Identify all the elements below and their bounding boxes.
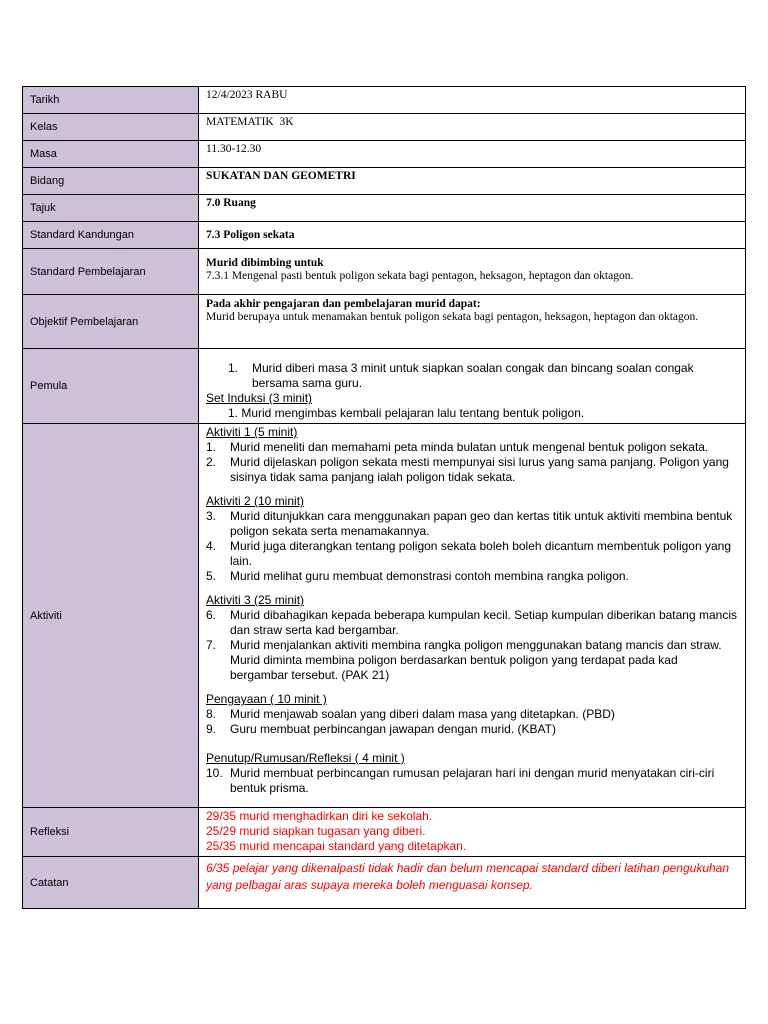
aktiviti-item-text: Murid membuat perbincangan rumusan pelajaran hari ini dengan murid menyatakan ciri-ciri bentuk prisma.: [230, 766, 715, 795]
section-gap: [206, 584, 738, 593]
value-standard-pembelajaran: [199, 249, 746, 295]
aktiviti-section-title: Aktiviti 2 (10 minit): [206, 494, 305, 508]
aktiviti-item-number: 8.: [206, 707, 217, 721]
aktiviti-item-number: 3.: [206, 509, 217, 523]
objektif-heading: Pada akhir pengajaran dan pembelajaran murid dapat:: [206, 298, 481, 310]
value-bidang: [199, 168, 746, 195]
aktiviti-section-title: Aktiviti 1 (5 minit): [206, 425, 298, 439]
tajuk-text: 7.0 Ruang: [206, 197, 256, 209]
label-standard-kandungan: Standard Kandungan: [23, 222, 199, 249]
label-masa: Masa: [23, 141, 199, 168]
label-aktiviti: Aktiviti: [23, 424, 199, 808]
aktiviti-item-number: 1.: [206, 440, 217, 454]
value-catatan: 6/35 pelajar yang dikenalpasti tidak hadir dan belum mencapai standard diberi latihan pengukuhan yang pelbagai aras supaya mereka boleh menguasai konsep.: [199, 857, 746, 909]
label-kelas: Kelas: [23, 114, 199, 141]
aktiviti-item: [206, 509, 738, 539]
label-objektif: Objektif Pembelajaran: [23, 295, 199, 349]
aktiviti-item: [206, 569, 738, 584]
value-masa: 11.30-12.30: [199, 141, 746, 168]
row-objektif: [23, 295, 746, 349]
row-catatan: [23, 857, 746, 909]
refleksi-line: 25/35 murid mencapai standard yang ditetapkan.: [206, 839, 467, 853]
aktiviti-item: [206, 539, 738, 569]
value-standard-kandungan: [199, 222, 746, 249]
aktiviti-item: [206, 440, 738, 455]
aktiviti-item: [206, 455, 738, 485]
section-gap: [206, 485, 738, 494]
label-standard-pembelajaran: Standard Pembelajaran: [23, 249, 199, 295]
aktiviti-item-text: Murid menjalankan aktiviti membina rangka poligon menggunakan batang mancis dan straw. Murid diminta membina poligon berdasarkan bentuk poligon yang terdapat pada kad bergambar tersebut. (PAK 21): [230, 638, 722, 682]
aktiviti-section-title: Pengayaan ( 10 minit ): [206, 692, 327, 706]
aktiviti-section-title: Aktiviti 3 (25 minit): [206, 593, 305, 607]
refleksi-line: 29/35 murid menghadirkan diri ke sekolah.: [206, 809, 433, 823]
aktiviti-item: [206, 638, 738, 683]
label-refleksi: Refleksi: [23, 808, 199, 857]
standard-pembelajaran-heading: Murid dibimbing untuk: [206, 257, 324, 269]
lesson-plan-table: [22, 86, 746, 909]
aktiviti-item: [206, 608, 738, 638]
value-objektif: [199, 295, 746, 349]
row-masa: [23, 141, 746, 168]
standard-kandungan-text: 7.3 Poligon sekata: [206, 228, 295, 241]
value-tajuk: [199, 195, 746, 222]
value-pemula: [199, 349, 746, 424]
aktiviti-section-title: Penutup/Rumusan/Refleksi ( 4 minit ): [206, 751, 405, 765]
aktiviti-item-number: 10.: [206, 766, 223, 780]
aktiviti-item-number: 6.: [206, 608, 217, 622]
value-kelas: MATEMATIK 3K: [199, 114, 746, 141]
row-pemula: [23, 349, 746, 424]
aktiviti-item: [206, 766, 738, 796]
aktiviti-item-number: 7.: [206, 638, 217, 652]
value-refleksi: [199, 808, 746, 857]
value-aktiviti: [199, 424, 746, 808]
aktiviti-item: [206, 722, 738, 737]
row-aktiviti: [23, 424, 746, 808]
pemula-item-1: 1. Murid diberi masa 3 minit untuk siapkan soalan congak dan bincang soalan congak bersama sama guru.: [228, 361, 694, 390]
objektif-text: Murid berupaya untuk menamakan bentuk poligon sekata bagi pentagon, heksagon, heptagon dan oktagon.: [206, 311, 699, 323]
aktiviti-item-number: 2.: [206, 455, 217, 469]
row-tarikh: [23, 87, 746, 114]
row-standard-pembelajaran: [23, 249, 746, 295]
aktiviti-sections: [206, 425, 738, 796]
standard-pembelajaran-text: 7.3.1 Mengenal pasti bentuk poligon sekata bagi pentagon, heksagon, heptagon dan oktagon.: [206, 270, 634, 282]
aktiviti-item-text: Murid dibahagikan kepada beberapa kumpulan kecil. Setiap kumpulan diberikan batang mancis dan straw serta kad bergambar.: [230, 608, 737, 637]
section-gap: [206, 683, 738, 692]
aktiviti-item: [206, 707, 738, 722]
aktiviti-item-text: Murid melihat guru membuat demonstrasi contoh membina rangka poligon.: [230, 569, 629, 583]
aktiviti-item-text: Murid meneliti dan memahami peta minda bulatan untuk mengenal bentuk poligon sekata.: [230, 440, 709, 454]
label-pemula: Pemula: [23, 349, 199, 424]
aktiviti-item-number: 5.: [206, 569, 217, 583]
section-gap: [206, 737, 738, 751]
set-induksi-item: 1. Murid mengimbas kembali pelajaran lalu tentang bentuk poligon.: [228, 406, 585, 420]
aktiviti-item-text: Murid ditunjukkan cara menggunakan papan geo dan kertas titik untuk aktiviti membina bentuk poligon sekata serta menamakannya.: [230, 509, 733, 538]
row-refleksi: [23, 808, 746, 857]
row-kelas: [23, 114, 746, 141]
row-bidang: [23, 168, 746, 195]
aktiviti-item-text: Murid dijelaskan poligon sekata mesti mempunyai sisi lurus yang sama panjang. Poligon yang sisinya tidak sama panjang ialah poligon tidak sekata.: [230, 455, 729, 484]
set-induksi-title: Set Induksi (3 minit): [206, 391, 313, 405]
label-tarikh: Tarikh: [23, 87, 199, 114]
bidang-text: SUKATAN DAN GEOMETRI: [206, 170, 356, 182]
value-tarikh: 12/4/2023 RABU: [199, 87, 746, 114]
aktiviti-item-text: Guru membuat perbincangan jawapan dengan murid. (KBAT): [230, 722, 556, 736]
row-standard-kandungan: [23, 222, 746, 249]
aktiviti-item-number: 4.: [206, 539, 217, 553]
label-tajuk: Tajuk: [23, 195, 199, 222]
row-tajuk: [23, 195, 746, 222]
aktiviti-item-text: Murid menjawab soalan yang diberi dalam masa yang ditetapkan. (PBD): [230, 707, 615, 721]
label-catatan: Catatan: [23, 857, 199, 909]
aktiviti-item-number: 9.: [206, 722, 217, 736]
label-bidang: Bidang: [23, 168, 199, 195]
refleksi-line: 25/29 murid siapkan tugasan yang diberi.: [206, 824, 426, 838]
aktiviti-item-text: Murid juga diterangkan tentang poligon sekata boleh boleh dicantum membentuk poligon yang lain.: [230, 539, 732, 568]
